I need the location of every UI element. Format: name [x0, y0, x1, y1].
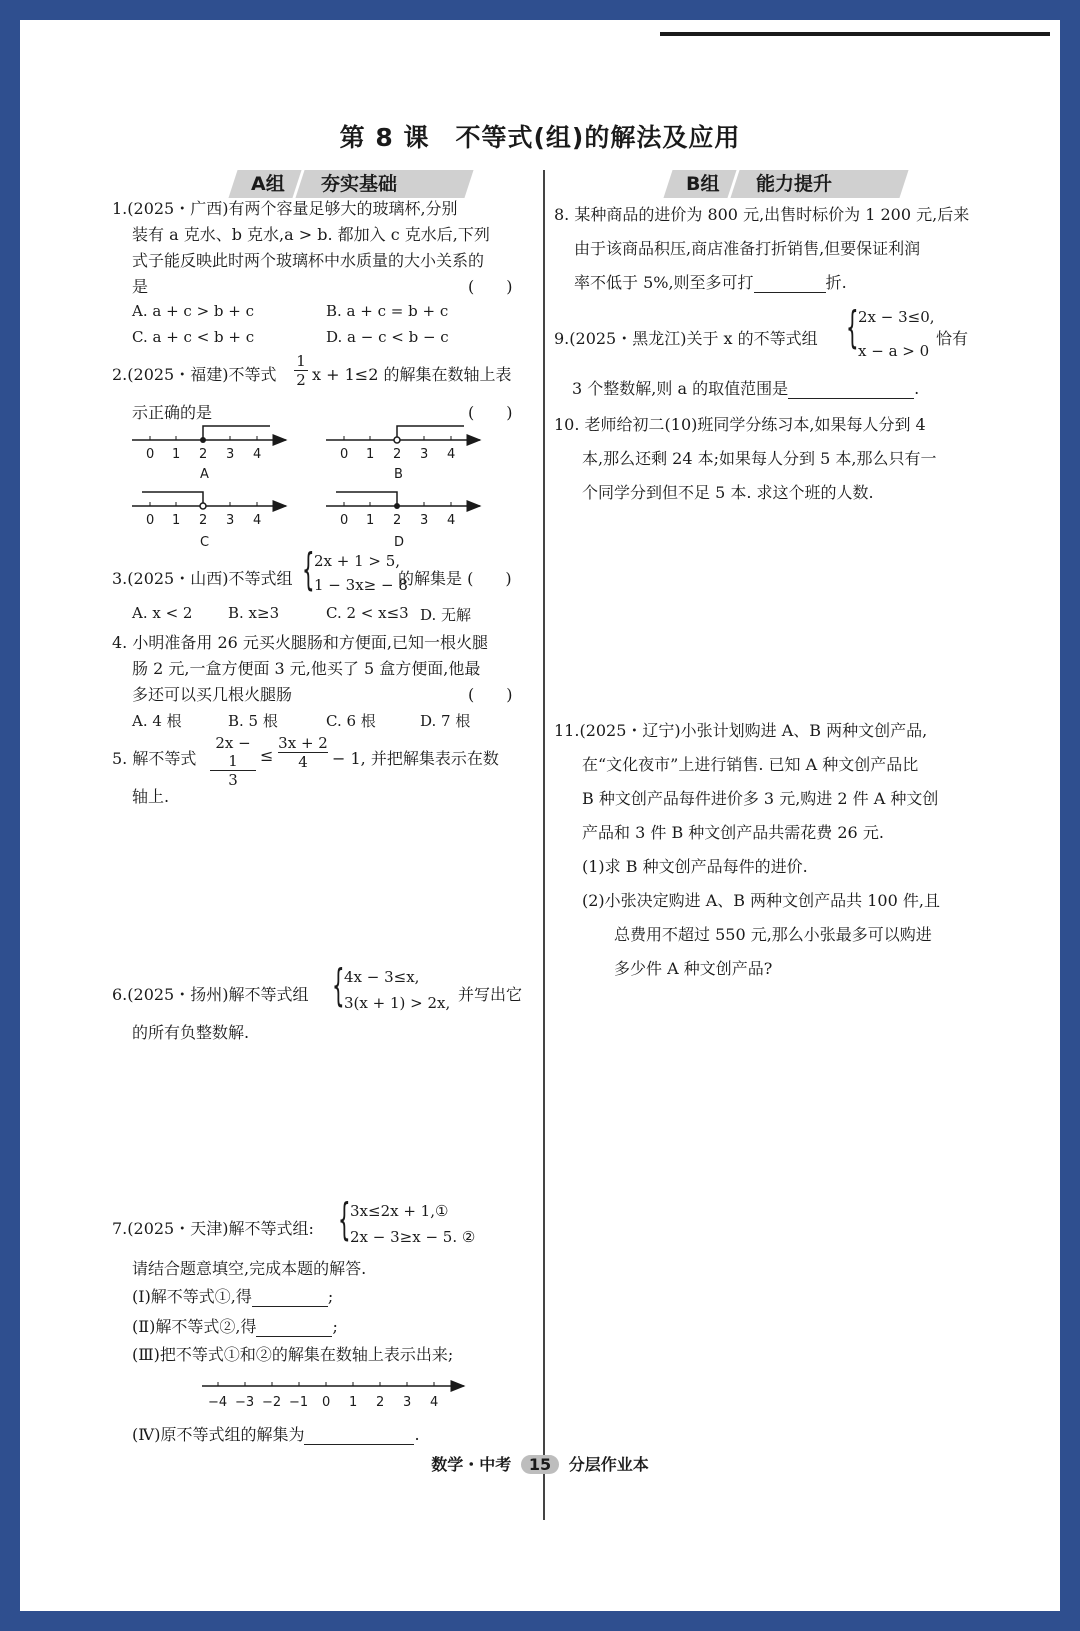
- q1-line: 是: [132, 277, 149, 296]
- q11-line: 11.(2025・辽宁)小张计划购进 A、B 两种文创产品,: [554, 721, 928, 740]
- q5-fraction-2: [278, 734, 328, 771]
- system-brace: {: [846, 302, 859, 353]
- tick-label: 1: [172, 513, 181, 528]
- q3-line: 的解集是 ( ): [398, 569, 512, 588]
- group-b-header: [660, 168, 910, 200]
- q4-line: 4. 小明准备用 26 元买火腿肠和方便面,已知一根火腿: [112, 633, 488, 652]
- q11-line: 在“文化夜市”上进行销售. 已知 A 种文创产品比: [582, 755, 919, 774]
- fraction-denominator: 2: [294, 370, 308, 389]
- top-rule: [660, 32, 1050, 36]
- answer-blank[interactable]: [788, 381, 914, 399]
- q5-line: 轴上.: [132, 787, 170, 806]
- q4-line: 多还可以买几根火腿肠: [132, 685, 293, 704]
- q7-line: 请结合题意填空,完成本题的解答.: [132, 1259, 367, 1278]
- q6-line: 并写出它: [458, 985, 523, 1004]
- q6-inequality-1: 4x − 3≤x,: [344, 968, 420, 986]
- page: [20, 20, 1060, 1611]
- q8-line: [574, 270, 847, 293]
- tick-label: 0: [322, 1395, 331, 1410]
- q2-fraction: [294, 352, 308, 389]
- q7-step-1: (Ⅰ)解不等式①,得 ;: [132, 1287, 334, 1306]
- option-label-d: D: [394, 535, 405, 550]
- tick-label: −4: [208, 1395, 228, 1410]
- tick-label: 4: [253, 447, 262, 462]
- q3-inequality-1: 2x + 1 > 5,: [314, 552, 401, 570]
- answer-blank[interactable]: [252, 1289, 328, 1307]
- fraction-denominator: 3: [210, 770, 256, 789]
- lesson-title: 第 8 课 不等式(组)的解法及应用: [339, 123, 741, 152]
- q7-step-2: (Ⅱ)解不等式②,得 ;: [132, 1317, 338, 1336]
- system-brace: {: [332, 960, 345, 1011]
- q9-text: 3 个整数解,则 a 的取值范围是: [572, 379, 789, 398]
- page-number: 15: [521, 1455, 559, 1474]
- number-line-b: [326, 426, 480, 482]
- q3-option-b: B. x≥3: [228, 604, 280, 622]
- fraction-numerator: 3x + 2: [278, 734, 328, 752]
- q9-inequality-1: 2x − 3≤0,: [858, 308, 935, 326]
- q10-line: 本,那么还剩 24 本;如果每人分到 5 本,那么只有一: [582, 449, 937, 468]
- tick-label: 3: [420, 513, 429, 528]
- tick-label: 0: [340, 513, 349, 528]
- q4-option-a: A. 4 根: [132, 712, 182, 730]
- answer-paren: ( ): [468, 277, 513, 296]
- tick-label: 3: [420, 447, 429, 462]
- q1-option-a: A. a + c > b + c: [132, 302, 255, 320]
- q11-part-2: 多少件 A 种文创产品?: [614, 959, 773, 978]
- answer-blank[interactable]: [304, 1427, 414, 1445]
- q9-line: 9.(2025・黑龙江)关于 x 的不等式组: [554, 329, 818, 348]
- tick-label: 4: [447, 513, 456, 528]
- q2-line: 2.(2025・福建)不等式: [112, 365, 277, 384]
- q6-line: 的所有负整数解.: [132, 1023, 250, 1042]
- q4-line: 肠 2 元,一盒方便面 3 元,他买了 5 盒方便面,他最: [132, 659, 481, 678]
- fraction-numerator: 1: [296, 352, 306, 370]
- footer-subject: 数学・中考: [431, 1455, 512, 1474]
- q8-line: 由于该商品积压,商店准备打折销售,但要保证利润: [574, 239, 921, 258]
- tick-label: 2: [199, 447, 208, 462]
- q11-line: B 种文创产品每件进价多 3 元,购进 2 件 A 种文创: [582, 789, 939, 808]
- q1-option-c: C. a + c < b + c: [132, 328, 255, 346]
- number-line-a: [132, 426, 286, 482]
- step-text: (Ⅳ)原不等式组的解集为: [132, 1425, 305, 1444]
- q3-line: 3.(2025・山西)不等式组: [112, 569, 293, 588]
- group-b-name: 能力提升: [756, 173, 833, 195]
- q2-number-lines: [128, 422, 508, 572]
- q10-line: 10. 老师给初二(10)班同学分练习本,如果每人分到 4: [554, 415, 926, 434]
- tick-label: 4: [253, 513, 262, 528]
- q7-number-line: [200, 1376, 470, 1416]
- group-a-tag: A组: [251, 173, 285, 195]
- tick-label: 4: [430, 1395, 439, 1410]
- q11-part-2: (2)小张决定购进 A、B 两种文创产品共 100 件,且: [582, 891, 940, 910]
- q11-part-2: 总费用不超过 550 元,那么小张最多可以购进: [614, 925, 932, 944]
- number-line-d: [326, 492, 480, 550]
- footer-series: 分层作业本: [568, 1455, 649, 1474]
- q7-inequality-1: 3x≤2x + 1,①: [350, 1202, 449, 1220]
- tick-label: 3: [226, 447, 235, 462]
- step-text: (Ⅰ)解不等式①,得: [132, 1287, 252, 1306]
- q1-line: 式子能反映此时两个玻璃杯中水质量的大小关系的: [132, 251, 485, 270]
- tick-label: −1: [289, 1395, 309, 1410]
- q4-option-d: D. 7 根: [420, 712, 471, 730]
- q1-option-d: D. a − c < b − c: [326, 328, 449, 346]
- q1-option-b: B. a + c = b + c: [326, 302, 449, 320]
- tick-label: 1: [349, 1395, 358, 1410]
- tick-label: 4: [447, 447, 456, 462]
- q2-line: x + 1≤2 的解集在数轴上表: [312, 365, 512, 384]
- q4-option-c: C. 6 根: [326, 712, 376, 730]
- q3-option-d: D. 无解: [420, 606, 472, 624]
- answer-blank[interactable]: [754, 275, 826, 293]
- system-brace: {: [338, 1194, 351, 1245]
- option-label-b: B: [394, 467, 403, 482]
- tick-label: 1: [366, 447, 375, 462]
- q3-option-a: A. x < 2: [132, 604, 193, 622]
- column-divider: [543, 170, 545, 1520]
- q3-inequality-2: 1 − 3x≥ − 8: [314, 576, 408, 594]
- answer-paren: ( ): [468, 685, 513, 704]
- group-a-name: 夯实基础: [321, 173, 398, 195]
- tick-label: 2: [199, 513, 208, 528]
- q8-text: 折.: [825, 273, 847, 292]
- tick-label: 2: [376, 1395, 385, 1410]
- fraction-denominator: 4: [278, 752, 328, 771]
- q8-text: 率不低于 5%,则至多可打: [574, 273, 754, 292]
- tick-label: 0: [340, 447, 349, 462]
- page-footer: [20, 1452, 1060, 1475]
- tick-label: 2: [393, 513, 402, 528]
- q3-option-c: C. 2 < x≤3: [326, 604, 409, 622]
- q5-line: 5. 解不等式: [112, 749, 197, 768]
- q7-step-4: (Ⅳ)原不等式组的解集为 .: [132, 1425, 420, 1444]
- q9-line: 3 个整数解,则 a 的取值范围是 .: [572, 379, 920, 398]
- q5-fraction-1: [210, 734, 256, 789]
- option-label-a: A: [200, 467, 209, 482]
- q7-line: 7.(2025・天津)解不等式组:: [112, 1219, 314, 1238]
- answer-paren: ( ): [468, 403, 513, 422]
- tick-label: 0: [146, 513, 155, 528]
- q10-line: 个同学分到但不足 5 本. 求这个班的人数.: [582, 483, 874, 502]
- group-b-tag: B组: [686, 173, 720, 195]
- tick-label: 2: [393, 447, 402, 462]
- number-line-c: [132, 492, 286, 550]
- q9-inequality-2: x − a > 0: [858, 342, 930, 360]
- q6-line: 6.(2025・扬州)解不等式组: [112, 985, 309, 1004]
- q11-part-1: (1)求 B 种文创产品每件的进价.: [582, 857, 808, 876]
- tick-label: 0: [146, 447, 155, 462]
- q6-inequality-2: 3(x + 1) > 2x,: [344, 994, 451, 1012]
- q1-line: 装有 a 克水、b 克水,a > b. 都加入 c 克水后,下列: [132, 225, 490, 244]
- tick-label: 3: [403, 1395, 412, 1410]
- q4-option-b: B. 5 根: [228, 712, 278, 730]
- tick-label: −2: [262, 1395, 282, 1410]
- tick-label: −3: [235, 1395, 255, 1410]
- q9-line: 恰有: [936, 329, 969, 348]
- q1-line: 1.(2025・广西)有两个容量足够大的玻璃杯,分别: [112, 199, 458, 218]
- q7-step-3: (Ⅲ)把不等式①和②的解集在数轴上表示出来;: [132, 1345, 454, 1364]
- le-sign: ≤: [260, 746, 274, 765]
- q2-line: 示正确的是: [132, 403, 213, 422]
- q5-line: − 1, 并把解集表示在数: [332, 749, 499, 768]
- tick-label: 1: [172, 447, 181, 462]
- tick-label: 1: [366, 513, 375, 528]
- system-brace: {: [302, 544, 315, 595]
- q8-line: 8. 某种商品的进价为 800 元,出售时标价为 1 200 元,后来: [554, 205, 970, 224]
- fraction-numerator: 2x − 1: [215, 734, 251, 770]
- q11-line: 产品和 3 件 B 种文创产品共需花费 26 元.: [582, 823, 884, 842]
- tick-label: 3: [226, 513, 235, 528]
- q7-inequality-2: 2x − 3≥x − 5. ②: [350, 1228, 476, 1246]
- option-label-c: C: [200, 535, 210, 550]
- answer-blank[interactable]: [256, 1319, 332, 1337]
- step-text: (Ⅱ)解不等式②,得: [132, 1317, 257, 1336]
